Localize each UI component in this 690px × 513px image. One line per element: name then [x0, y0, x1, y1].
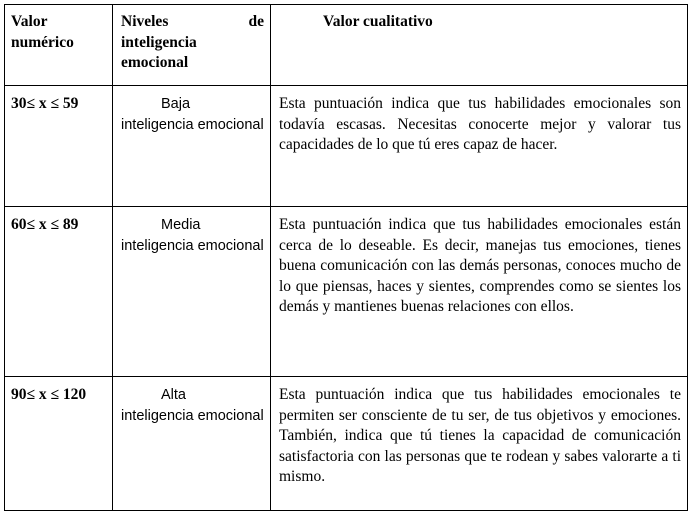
emotional-intelligence-table — [4, 4, 688, 511]
range-value: 30≤ x ≤ 59 — [11, 95, 79, 112]
range-cell — [5, 86, 113, 207]
table-header-row — [5, 5, 688, 86]
header-niveles-rest: inteligencia emocional — [121, 33, 197, 71]
level-name: Baja — [161, 96, 191, 112]
range-cell — [5, 207, 113, 377]
level-name: Media — [161, 217, 201, 233]
description-text: Esta puntuación indica que tus habilidades emocionales te permiten ser consciente de tu ser, de tus objetivos y emociones. También, indica que tú tienes la capacidad de comunicación satisfactoria con las personas que te rodean y sabes valorarte a ti mismo. — [279, 386, 681, 485]
description-cell — [271, 207, 688, 377]
description-text: Esta puntuación indica que tus habilidades emocionales están cerca de lo deseable. Es decir, manejas tus emociones, tienes buena comunicación con las demás personas, conoces mucho de lo que piensas, haces y sientes, comprendes como se sientes los demás y mantienes buenas relaciones con ellos. — [279, 216, 681, 315]
level-rest: inteligencia emocional — [121, 116, 264, 133]
header-valor-cualitativo — [271, 5, 688, 86]
description-cell — [271, 86, 688, 207]
level-rest: inteligencia emocional — [121, 237, 264, 254]
header-niveles — [113, 5, 271, 86]
level-cell — [113, 207, 271, 377]
header-valor-numerico — [5, 5, 113, 86]
range-value: 60≤ x ≤ 89 — [11, 216, 79, 233]
description-cell — [271, 377, 688, 511]
header-valor-cualitativo-label: Valor cualitativo — [323, 13, 433, 30]
range-cell — [5, 377, 113, 511]
header-niveles-word1: Niveles — [121, 13, 169, 30]
level-name: Alta — [161, 387, 186, 403]
header-niveles-line1 — [121, 12, 264, 33]
header-niveles-word2: de — [248, 13, 264, 30]
header-valor-numerico-label: Valor numérico — [11, 13, 74, 51]
level-rest: inteligencia emocional — [121, 407, 264, 424]
level-cell — [113, 86, 271, 207]
table-row — [5, 207, 688, 377]
table-row — [5, 86, 688, 207]
range-value: 90≤ x ≤ 120 — [11, 386, 87, 403]
description-text: Esta puntuación indica que tus habilidades emocionales son todavía escasas. Necesitas conocerte mejor y valorar tus capacidades de lo que tú eres capaz de hacer. — [279, 95, 681, 153]
level-cell — [113, 377, 271, 511]
table-row — [5, 377, 688, 511]
